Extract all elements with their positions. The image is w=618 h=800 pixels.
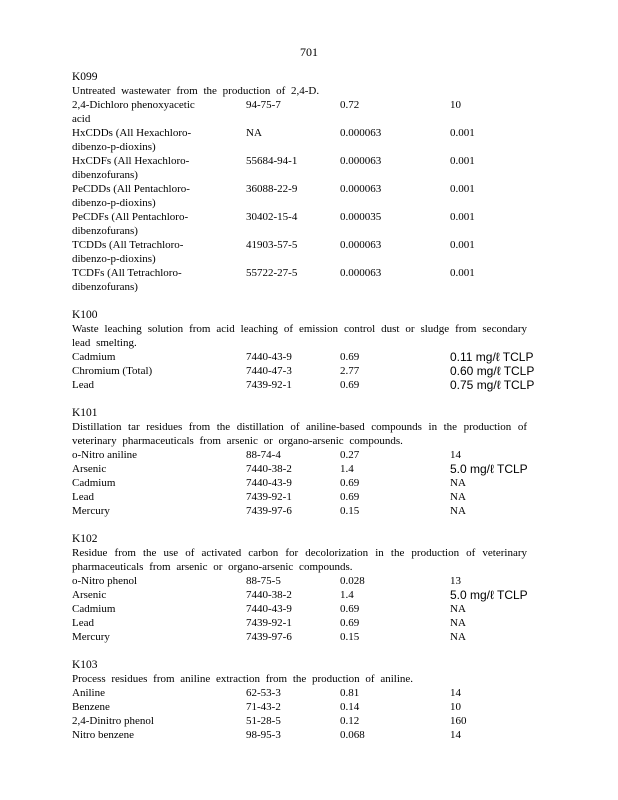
constituent-name: Aniline <box>72 687 105 699</box>
wastewater-standard: 0.69 <box>340 603 360 615</box>
nonwastewater-standard: NA <box>450 631 466 643</box>
cas-number: 7440-43-9 <box>246 477 292 489</box>
constituent-name: Cadmium <box>72 477 116 489</box>
constituent-name: Lead <box>72 379 94 391</box>
cas-number: 30402-15-4 <box>246 211 298 223</box>
waste-code: K101 <box>72 407 98 419</box>
constituent-name: PeCDFs (All Pentachloro-dibenzofurans) <box>72 211 189 237</box>
cas-number: 51-28-5 <box>246 715 281 727</box>
constituent-row <box>72 266 552 294</box>
nonwastewater-standard: 10 <box>450 99 461 111</box>
cas-number: 55722-27-5 <box>246 267 298 279</box>
waste-code-section <box>72 308 552 392</box>
wastewater-standard: 2.77 <box>340 365 360 377</box>
nonwastewater-standard: 160 <box>450 715 467 727</box>
constituent-row <box>72 700 552 714</box>
constituent-row <box>72 154 552 182</box>
constituent-row <box>72 714 552 728</box>
constituent-row <box>72 616 552 630</box>
wastewater-standard: 1.4 <box>340 589 354 601</box>
waste-code: K102 <box>72 533 98 545</box>
constituent-name: Lead <box>72 617 94 629</box>
constituent-row <box>72 350 552 364</box>
nonwastewater-standard: NA <box>450 491 466 503</box>
wastewater-standard: 1.4 <box>340 463 354 475</box>
waste-code-section <box>72 406 552 518</box>
wastewater-standard: 0.81 <box>340 687 360 699</box>
constituent-name: Lead <box>72 491 94 503</box>
wastewater-standard: 0.000063 <box>340 239 382 251</box>
cas-number: 88-74-4 <box>246 449 281 461</box>
waste-description: Waste leaching solution from acid leaching of emission control dust or sludge from secondary lead smelting. <box>72 323 527 349</box>
constituent-name: Mercury <box>72 505 110 517</box>
nonwastewater-standard: 10 <box>450 701 461 713</box>
nonwastewater-standard: 0.001 <box>450 155 475 167</box>
nonwastewater-standard: NA <box>450 477 466 489</box>
cas-number: 7440-43-9 <box>246 351 292 363</box>
nonwastewater-standard: 0.001 <box>450 211 475 223</box>
constituent-row <box>72 448 552 462</box>
cas-number: 55684-94-1 <box>246 155 298 167</box>
cas-number: 41903-57-5 <box>246 239 298 251</box>
constituent-row <box>72 126 552 154</box>
nonwastewater-standard: 0.001 <box>450 239 475 251</box>
cas-number: 62-53-3 <box>246 687 281 699</box>
nonwastewater-standard: NA <box>450 617 466 629</box>
constituent-name: Cadmium <box>72 603 116 615</box>
wastewater-standard: 0.000063 <box>340 267 382 279</box>
wastewater-standard: 0.15 <box>340 505 360 517</box>
wastewater-standard: 0.000063 <box>340 183 382 195</box>
waste-description: Process residues from aniline extraction from the production of aniline. <box>72 673 414 685</box>
cas-number: NA <box>246 127 262 139</box>
constituent-row <box>72 490 552 504</box>
constituent-row <box>72 728 552 742</box>
constituent-name: Arsenic <box>72 589 107 601</box>
cas-number: 7440-43-9 <box>246 603 292 615</box>
wastewater-standard: 0.000063 <box>340 127 382 139</box>
waste-code: K100 <box>72 309 98 321</box>
cas-number: 7439-97-6 <box>246 631 292 643</box>
constituent-row <box>72 476 552 490</box>
cas-number: 36088-22-9 <box>246 183 298 195</box>
constituent-name: 2,4-Dichloro phenoxyacetic acid <box>72 99 195 125</box>
constituent-name: Benzene <box>72 701 110 713</box>
constituent-row <box>72 462 552 476</box>
wastewater-standard: 0.028 <box>340 575 365 587</box>
constituent-row <box>72 630 552 644</box>
constituent-name: HxCDDs (All Hexachloro-dibenzo-p-dioxins) <box>72 127 192 153</box>
constituent-name: Mercury <box>72 631 110 643</box>
constituent-name: Chromium (Total) <box>72 365 153 377</box>
nonwastewater-standard: NA <box>450 603 466 615</box>
constituent-name: Arsenic <box>72 463 107 475</box>
wastewater-standard: 0.15 <box>340 631 360 643</box>
wastewater-standard: 0.69 <box>340 617 360 629</box>
constituent-row <box>72 574 552 588</box>
constituent-name: PeCDDs (All Pentachloro-dibenzo-p-dioxins) <box>72 183 190 209</box>
constituent-row <box>72 210 552 238</box>
constituent-row <box>72 238 552 266</box>
wastewater-standard: 0.068 <box>340 729 365 741</box>
waste-code: K099 <box>72 71 98 83</box>
constituent-row <box>72 602 552 616</box>
wastewater-standard: 0.12 <box>340 715 360 727</box>
constituent-name: Nitro benzene <box>72 729 134 741</box>
constituent-name: TCDFs (All Tetrachloro-dibenzofurans) <box>72 267 182 293</box>
wastewater-standard: 0.72 <box>340 99 360 111</box>
constituent-row <box>72 686 552 700</box>
constituent-name: HxCDFs (All Hexachloro-dibenzofurans) <box>72 155 190 181</box>
nonwastewater-standard: 0.60 mg/ℓ TCLP <box>450 364 535 378</box>
constituent-row <box>72 364 552 378</box>
cas-number: 7439-97-6 <box>246 505 292 517</box>
constituent-row <box>72 378 552 392</box>
cas-number: 94-75-7 <box>246 99 281 111</box>
nonwastewater-standard: 13 <box>450 575 461 587</box>
waste-code-section <box>72 70 552 294</box>
nonwastewater-standard: 5.0 mg/ℓ TCLP <box>450 462 528 476</box>
constituent-name: o-Nitro phenol <box>72 575 138 587</box>
nonwastewater-standard: 14 <box>450 729 461 741</box>
cas-number: 7439-92-1 <box>246 617 292 629</box>
cas-number: 88-75-5 <box>246 575 281 587</box>
cas-number: 98-95-3 <box>246 729 281 741</box>
waste-code: K103 <box>72 659 98 671</box>
constituent-name: TCDDs (All Tetrachloro-dibenzo-p-dioxins) <box>72 239 184 265</box>
constituent-row <box>72 182 552 210</box>
cas-number: 7440-47-3 <box>246 365 292 377</box>
wastewater-standard: 0.69 <box>340 379 360 391</box>
wastewater-standard: 0.000063 <box>340 155 382 167</box>
nonwastewater-standard: 14 <box>450 449 461 461</box>
waste-description: Untreated wastewater from the production of 2,4-D. <box>72 85 320 97</box>
nonwastewater-standard: 14 <box>450 687 461 699</box>
cas-number: 7440-38-2 <box>246 589 292 601</box>
waste-code-section <box>72 658 552 742</box>
wastewater-standard: 0.69 <box>340 491 360 503</box>
waste-code-section <box>72 532 552 644</box>
nonwastewater-standard: 0.001 <box>450 267 475 279</box>
constituent-name: 2,4-Dinitro phenol <box>72 715 154 727</box>
wastewater-standard: 0.27 <box>340 449 360 461</box>
constituent-name: Cadmium <box>72 351 116 363</box>
wastewater-standard: 0.000035 <box>340 211 382 223</box>
wastewater-standard: 0.69 <box>340 477 360 489</box>
nonwastewater-standard: 0.001 <box>450 127 475 139</box>
nonwastewater-standard: 0.001 <box>450 183 475 195</box>
wastewater-standard: 0.14 <box>340 701 360 713</box>
regulation-content <box>72 70 552 756</box>
constituent-row <box>72 504 552 518</box>
waste-description: Residue from the use of activated carbon for decolorization in the production of veterinary pharmaceuticals from arsenic or organo-arsenic compounds. <box>72 547 527 573</box>
nonwastewater-standard: 5.0 mg/ℓ TCLP <box>450 588 528 602</box>
cas-number: 7439-92-1 <box>246 491 292 503</box>
waste-description: Distillation tar residues from the distillation of aniline-based compounds in the production of veterinary pharmaceuticals from arsenic or organo-arsenic compounds. <box>72 421 527 447</box>
cas-number: 71-43-2 <box>246 701 281 713</box>
cas-number: 7439-92-1 <box>246 379 292 391</box>
constituent-row <box>72 98 552 126</box>
nonwastewater-standard: 0.75 mg/ℓ TCLP <box>450 378 535 392</box>
wastewater-standard: 0.69 <box>340 351 360 363</box>
constituent-name: o-Nitro aniline <box>72 449 138 461</box>
nonwastewater-standard: NA <box>450 505 466 517</box>
nonwastewater-standard: 0.11 mg/ℓ TCLP <box>450 350 534 364</box>
constituent-row <box>72 588 552 602</box>
cas-number: 7440-38-2 <box>246 463 292 475</box>
page-number: 701 <box>300 45 318 59</box>
